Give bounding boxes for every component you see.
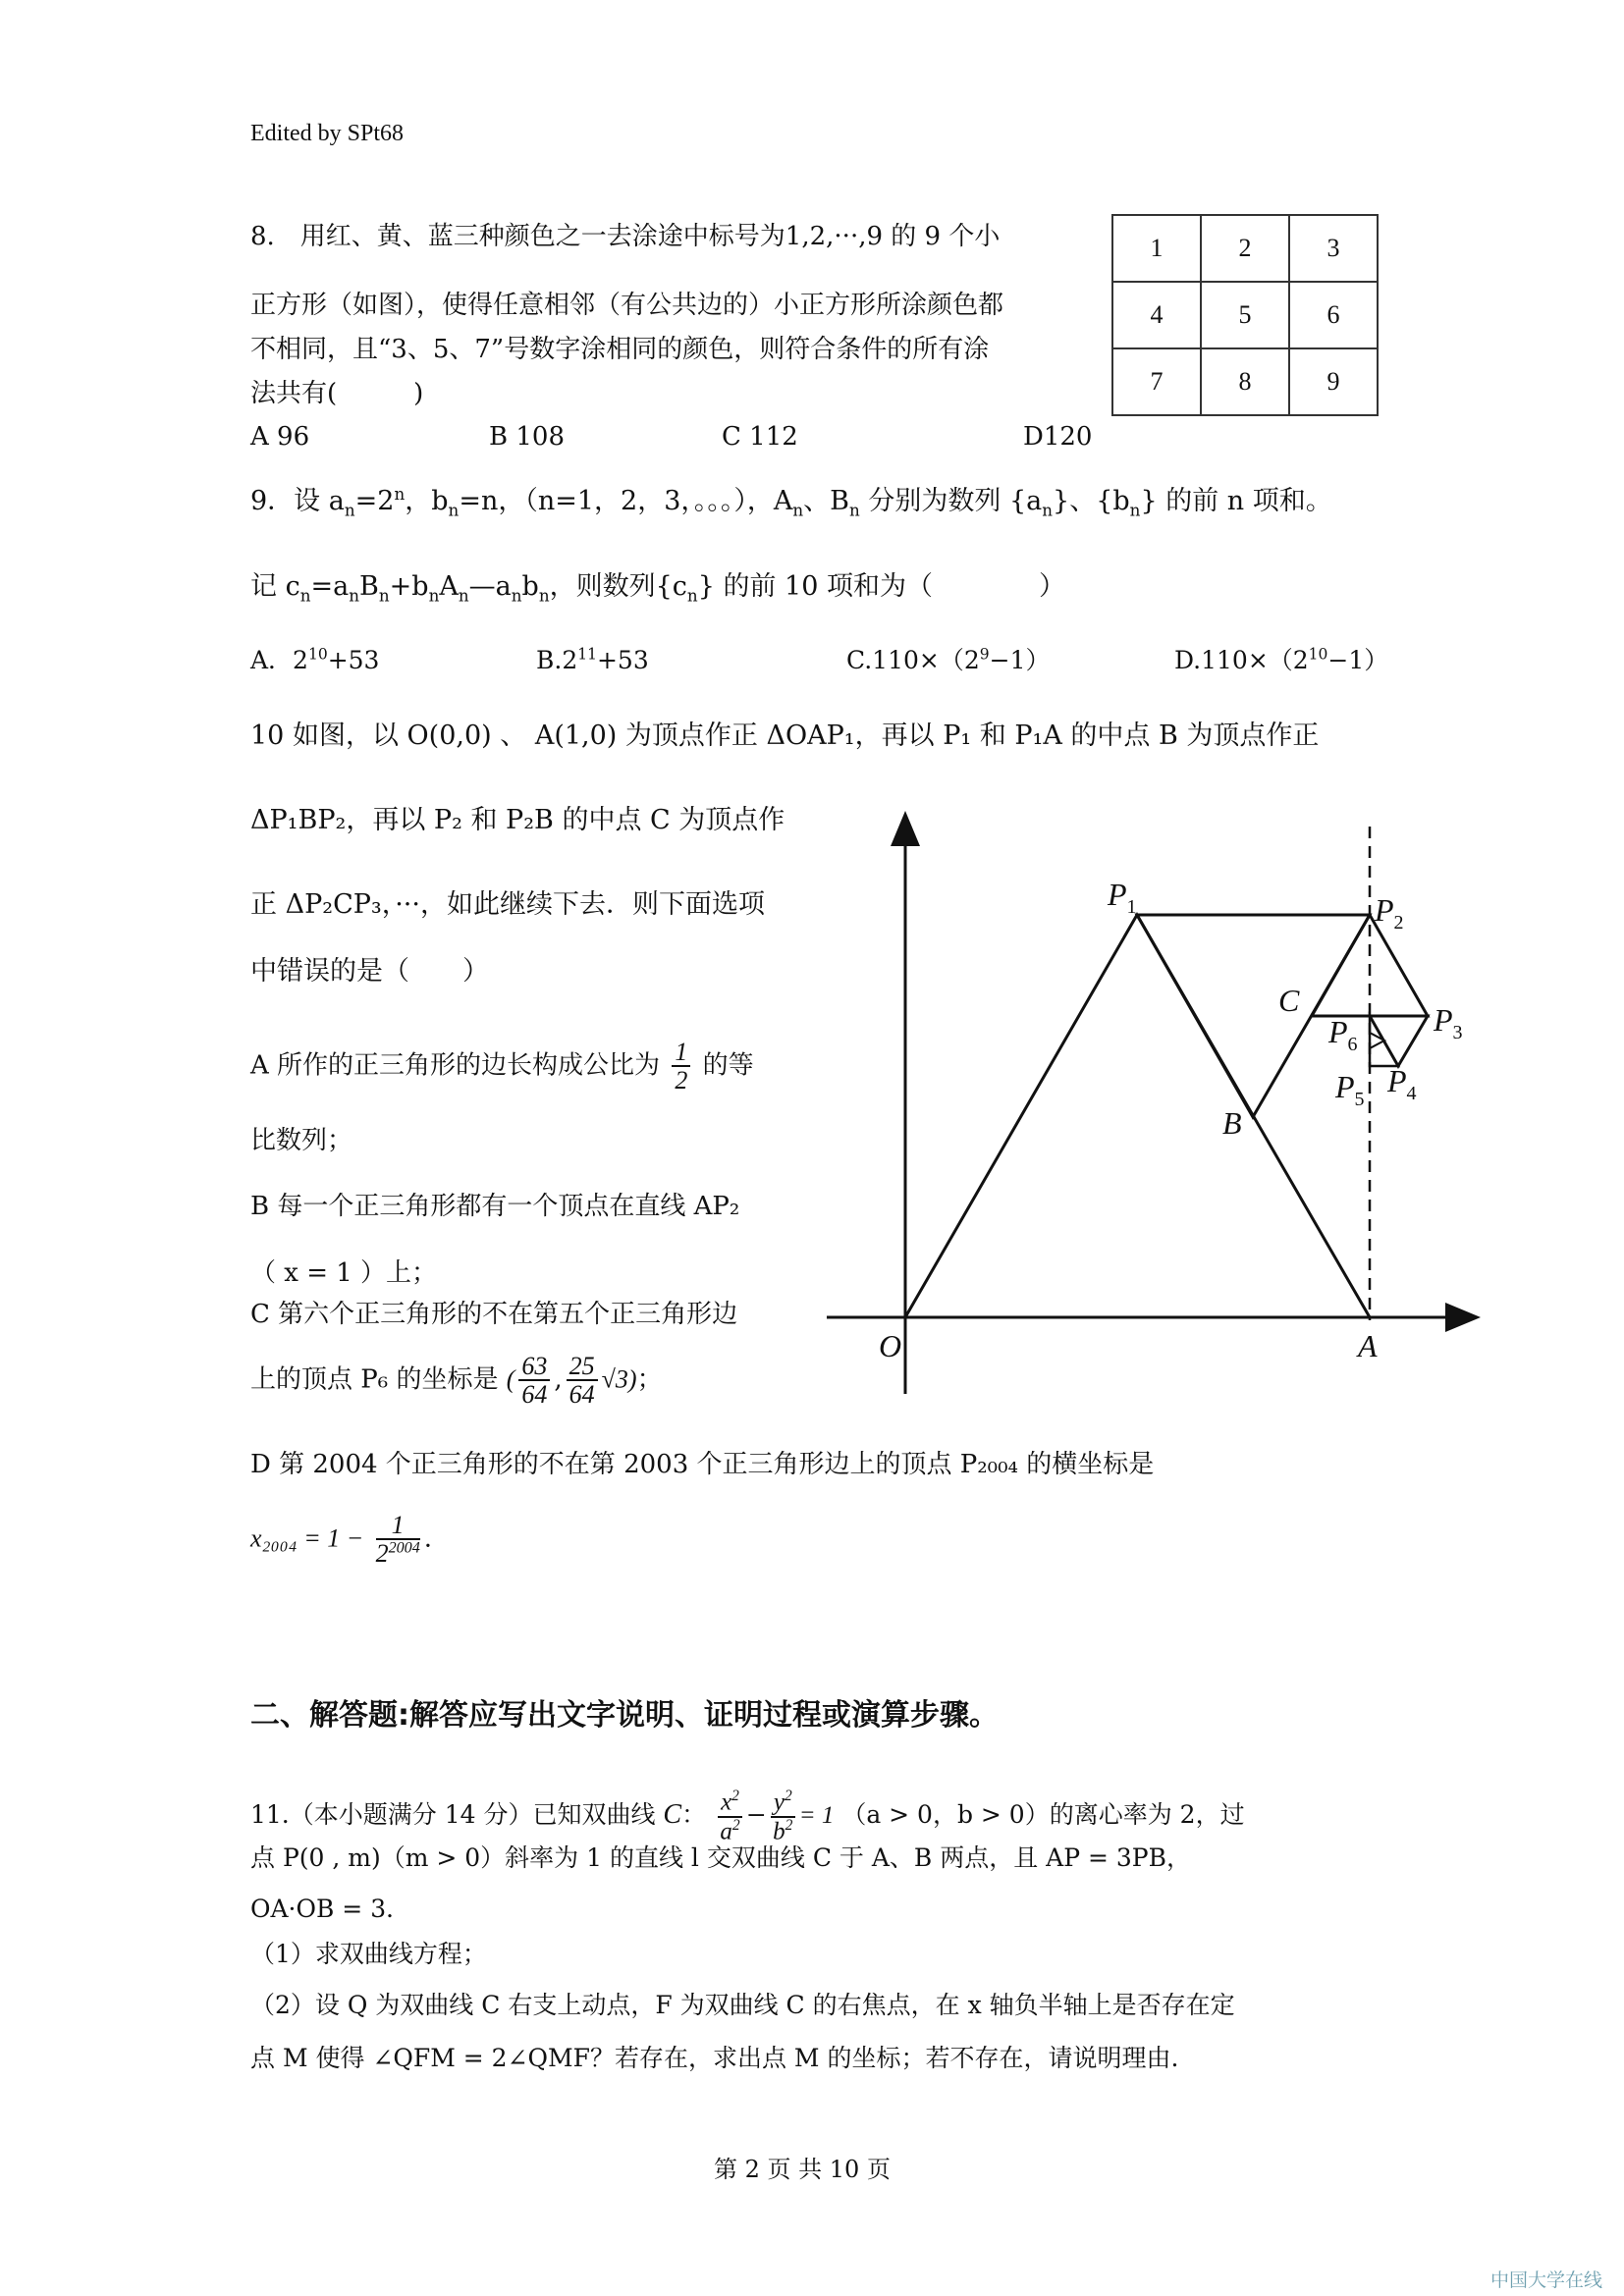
q11-part1: （1）求双曲线方程； (250, 1940, 487, 1968)
q9-option-a: A．$2^{10}+53$ (250, 645, 380, 674)
triangle-OAP1 (905, 915, 1370, 1317)
q11-line1: 11.（本小题满分 14 分）已知双曲线 C： $\frac{x^2}{a^2}$ − $\frac{y^2}{b^2}$ = 1 （a > 0，b > 0）的离心率为 2，过 (250, 1788, 1245, 1844)
q8-option-d: D120 (1023, 422, 1093, 452)
q10-option-c-cont: 上的顶点 P₆ 的坐标是 ( $\frac{63}{64}$ , $\frac{25}{64}$ √3)； (250, 1352, 663, 1410)
label-P1: $P_1$ (1108, 877, 1137, 918)
q8-option-a: A 96 (250, 422, 310, 452)
triangle-P3P4 (1370, 1016, 1428, 1066)
label-P6: $P_6$ (1328, 1014, 1358, 1055)
q8-number-grid (1111, 214, 1379, 416)
q11-line3: OA·OB = 3． (250, 1895, 411, 1923)
q10-line3: 正 ΔP₂CP₃，···，如此继续下去．则下面选项 (250, 889, 765, 920)
q10-option-a: A 所作的正三角形的边长构成公比为 $\frac{1}{2}$ 的等 (250, 1038, 754, 1095)
label-C: C (1278, 983, 1300, 1018)
q8-option-b: B 108 (489, 422, 565, 452)
grid-cell: 1 (1112, 215, 1201, 282)
q8-option-c: C 112 (722, 422, 798, 452)
q11-line2: 点 P(0 , m)（m > 0）斜率为 1 的直线 l 交双曲线 C 于 A、B 两点，且 AP = 3PB， (250, 1843, 1191, 1872)
label-P4: $P_4$ (1387, 1063, 1417, 1104)
q8-line3: 不相同，且“3、5、7”号数字涂相同的颜色，则符合条件的所有涂 (250, 335, 990, 364)
watermark: 中国大学在线 (1490, 2269, 1603, 2291)
grid-cell: 3 (1289, 215, 1378, 282)
grid-cell: 2 (1201, 215, 1289, 282)
page-footer: 第 2 页 共 10 页 (714, 2156, 891, 2183)
q9-option-b: $B.2^{11}+53$ (536, 645, 649, 674)
grid-cell: 6 (1289, 282, 1378, 348)
label-P5: $P_5$ (1335, 1069, 1365, 1110)
section-heading: 二、解答题:解答应写出文字说明、证明过程或演算步骤。 (250, 1698, 999, 1733)
grid-cell: 7 (1112, 348, 1201, 415)
q11-part2-line1: （2）设 Q 为双曲线 C 右支上动点，F 为双曲线 C 的右焦点，在 x 轴负半轴上是否存在定 (250, 1991, 1235, 2019)
q10-option-c: C 第六个正三角形的不在第五个正三角形边 (250, 1300, 738, 1329)
q10-option-a-cont: 比数列； (250, 1126, 353, 1155)
q10-option-b: B 每一个正三角形都有一个顶点在直线 AP₂ (250, 1192, 740, 1221)
q10-option-d: D 第 2004 个正三角形的不在第 2003 个正三角形边上的顶点 P₂₀₀₄ 的横坐标是 (250, 1450, 1155, 1479)
page-header: Edited by SPt68 (250, 121, 405, 146)
q8-line1: 8. 用红、黄、蓝三种颜色之一去涂途中标号为1,2,···,9 的 9 个小 (250, 222, 1001, 251)
q9-option-c: $C.110\times(2^9-1)$ (846, 645, 1051, 674)
fraction-half: $\frac{1}{2}$ (672, 1039, 690, 1095)
q10-line1: 10 如图，以 O(0,0) 、 A(1,0) 为顶点作正 ΔOAP₁，再以 P₁ 和 P₁A 的中点 B 为顶点作正 (250, 721, 1320, 751)
q10-line4: 中错误的是（ ） (250, 956, 489, 987)
triangle-figure (825, 805, 1492, 1414)
q10-option-d-cont: x₂₀₀₄ = 1 − $\frac{1}{2^{2004}}$ . (250, 1511, 433, 1569)
grid-cell: 5 (1201, 282, 1289, 348)
q9-line2: 记 $c_n=a_nB_n+b_nA_n—a_nb_n$，则数列$\{c_n\}$ 的前 10 项和为（ ） (250, 571, 1065, 606)
q10-line2: ΔP₁BP₂，再以 P₂ 和 P₂B 的中点 C 为顶点作 (250, 805, 785, 835)
label-P3: $P_3$ (1434, 1002, 1463, 1043)
q8-line4: 法共有( ) (250, 379, 424, 408)
grid-cell: 9 (1289, 348, 1378, 415)
label-A: A (1358, 1328, 1378, 1363)
q9-option-d: $D.110\times(2^{10}-1)$ (1174, 645, 1389, 674)
grid-cell: 8 (1201, 348, 1289, 415)
q11-part2-line2: 点 M 使得 ∠QFM = 2∠QMF？若存在，求出点 M 的坐标；若不存在，请说明理由. (250, 2044, 1179, 2072)
q10-option-b-cont: （ x = 1 ）上； (250, 1258, 438, 1288)
label-O: O (879, 1328, 902, 1363)
label-B: B (1222, 1105, 1242, 1141)
q8-line2: 正方形（如图），使得任意相邻（有公共边的）小正方形所涂颜色都 (250, 291, 1004, 320)
q9-line1: 9．设 $a_n=2^n$，$b_n=n$，（n=1，2，3，。。。），$A_n$、$B_n$ 分别为数列 $\{a_n\}$、$\{b_n\}$ 的前 n 项和。 (250, 484, 1332, 520)
label-P2: $P_2$ (1375, 892, 1404, 934)
grid-cell: 4 (1112, 282, 1201, 348)
